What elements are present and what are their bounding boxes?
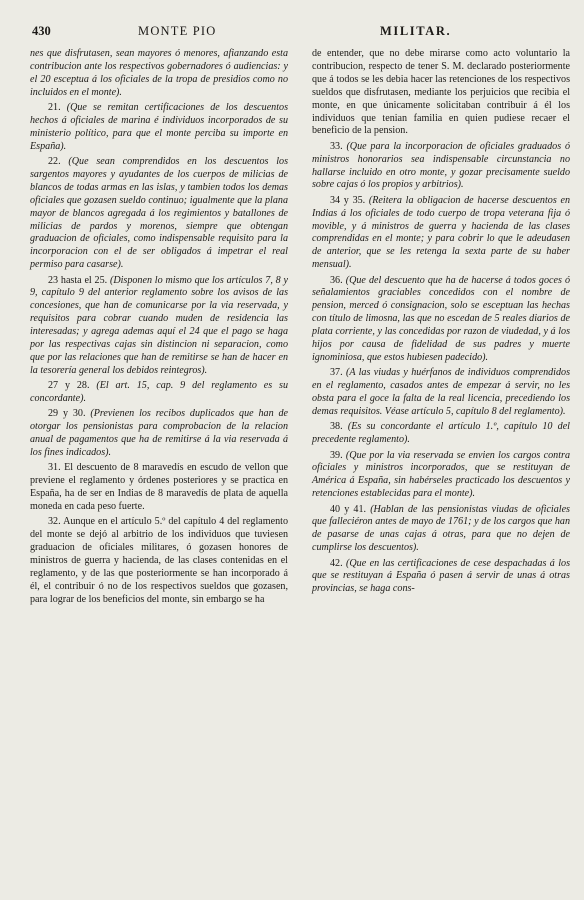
running-title-right: MILITAR.: [380, 24, 452, 38]
paragraph-number: 40 y 41.: [330, 503, 371, 515]
right-column: [312, 48, 570, 609]
paragraph-text: (Reitera la obligacion de hacerse descuentos en Indias á los oficiales de todo cuerpo de tropa veterana fija ó movible, y á ministros de guerra y hacienda de las clases comprendidas en el monte; y para cobrir lo que le adeudasen de anterior, que se les retenga la sexta parte de su haber mensual).: [312, 194, 570, 271]
paragraph-text: de entender, que no debe mirarse como acto voluntario la contribucion, respecto de tener S. M. declarado posteriormente que á todos se les debia hacer las retenciones de los respectivos sueldos que disfrutasen, mediante los perjuicios que recibia el monte, en que únicamente solicitaban contribuir á él los individuos que tenian familia en quien pudiese recaer el beneficio de la pension.: [312, 48, 570, 137]
paragraph: [312, 275, 570, 365]
paragraph-number: 21.: [48, 102, 67, 114]
paragraph-text: (Que en las certificaciones de cese despachadas á los que se restituyan á España ó pasen á servir de unas á otras provincias, se haga cons-: [312, 557, 571, 595]
paragraph-text: Aunque en el artículo 5.º del capítulo 4 del reglamento del monte se dejó al arbitrio de los individuos que tuviesen graduacion de oficiales militares, ó gozasen honores de ministros de guerra y hacienda, de las clases contenidas en el reglamento, y de las que posteriormente se han incorporado á él, el contribuir ó no de los respectivos sueldos que gozasen, para lograr de los beneficios del monte, sin embargo se ha: [30, 516, 288, 605]
paragraph: [312, 141, 570, 193]
paragraph: [30, 516, 288, 606]
paragraph-text: (Disponen lo mismo que los artículos 7, 8 y 9, capítulo 9 del anterior reglamento sobre los avisos de las concesiones, que han de comunicarse por la via reservada, y requisitos para cobrar cuando muden de residencia las interesadas; y agrega ademas aquí el 24 que el pago se haga por las respectivas cajas sin distincion ni separacion, como que por las relaciones que han de remitirse se han de hacer en la tesorería general los debidos reintegros).: [30, 274, 288, 376]
paragraph-number: 39.: [330, 449, 346, 461]
running-title-left: MONTE PIO: [138, 24, 217, 38]
paragraph-number: 29 y 30.: [48, 408, 91, 420]
paragraph-text: (Hablan de las pensionistas viudas de oficiales que falleciéron antes de mayo de 1761; y de los cargos que han de pasarse de unas cajas á otras, para que no dejen de cumplirse los descuentos).: [312, 503, 570, 554]
paragraph-number: 27 y 28.: [48, 380, 97, 392]
paragraph-text: (Es su concordante el artículo 1.º, capítulo 10 del precedente reglamento).: [312, 421, 570, 446]
paragraph-number: 32.: [48, 516, 64, 528]
paragraph: [30, 380, 288, 406]
paragraph-number: 42.: [330, 557, 347, 569]
paragraph-number: 37.: [330, 367, 346, 379]
paragraph: [30, 408, 288, 460]
paragraph-number: 22.: [48, 156, 69, 168]
paragraph-text: (Que sean comprendidos en los descuentos los sargentos mayores y ayudantes de los cuerpos de milicias de blancos de todas armas en las islas, y tambien todos los demas oficiales que gozasen sueldo continuo; igualmente que la plana mayor de blancos agregada á los regimientos y batallones de milicias de pardos y morenos, siempre que obtengan graduacion de oficiales, como indispensable requisito para la incorporacion con el de ser obligados á impetrar el real permiso para casarse).: [30, 156, 288, 271]
paragraph-number: 23 hasta el 25.: [48, 274, 110, 286]
paragraph-text: (Que se remitan certificaciones de los descuentos hechos á oficiales de marina é individuos incorporados de su ministerio político, para que el monte perciba su importe en España).: [30, 102, 289, 152]
text-columns: [30, 48, 570, 609]
paragraph-number: 38.: [330, 421, 348, 433]
paragraph: [312, 367, 570, 419]
paragraph: [30, 156, 288, 272]
left-column: [30, 48, 288, 609]
paragraph-number: 36.: [330, 274, 346, 286]
paragraph-text: nes que disfrutasen, sean mayores ó menores, afianzando esta contribucion ante los respectivos gobernadores ó audiencias: y el 20 esceptua á los oficiales de la tropa de presidios como no incluidos en el monte).: [30, 48, 288, 98]
paragraph-number: 31.: [48, 462, 65, 474]
paragraph-number: 34 y 35.: [330, 194, 369, 206]
paragraph: [312, 48, 570, 138]
paragraph: [30, 48, 288, 100]
paragraph: [30, 102, 288, 154]
paragraph: [30, 462, 288, 514]
paragraph-text: (Previenen los recibos duplicados que han de otorgar los pensionistas para comprobacion de la relacion anual de pagamentos que ha de remitirse á la via reservada á los fines indicados).: [30, 408, 289, 459]
paragraph: [312, 195, 570, 272]
paragraph-text: (Que por la via reservada se envien los cargos contra oficiales y ministros incorporados, que se restituyan de América á España, sin habérseles practicado los descuentos y retenciones establecidas para el monte).: [312, 449, 570, 500]
paragraph: [30, 275, 288, 378]
paragraph: [312, 421, 570, 447]
paragraph-text: (A las viudas y huérfanos de individuos comprendidos en el reglamento, casados antes de empezar á servir, no les obsta para el goce la falta de la real licencia, precediendo los demas requisitos. Véase artículo 5, capítulo 8 del reglamento).: [312, 367, 570, 418]
page-number: 430: [32, 24, 51, 38]
paragraph: [312, 450, 570, 502]
page-header: [30, 20, 570, 42]
paragraph: [312, 504, 570, 556]
paragraph-text: (Que del descuento que ha de hacerse á todos goces ó señalamientos graciables concedidos con el nombre de pension, merced ó consignacion, solo se esceptuan las hechas con título de limosna, las que no escedan de 5 reales diarios de plata corriente, y las concedidas por razon de viudedad, y á los hijos por causa de fidelidad de sus padres y muerte ignominiosa, que estos hubiesen padecido).: [312, 274, 571, 364]
paragraph-text: El descuento de 8 maravedís en escudo de vellon que previene el reglamento y órdenes posteriores y se practica en España, ha de ser en Indias de 8 maravedís de plata de aquella moneda en cada peso fuerte.: [30, 462, 289, 513]
paragraph-number: 33.: [330, 140, 347, 152]
paragraph-text: (El art. 15, cap. 9 del reglamento es su concordante).: [30, 380, 288, 405]
paragraph-text: (Que para la incorporacion de oficiales graduados ó ministros honorarios sea indispensable circunstancia no hallarse incluido en otro monte, y gozar precisamente sueldo sobre cajas ó los propios y arbitrios).: [312, 140, 570, 191]
paragraph: [312, 558, 570, 597]
